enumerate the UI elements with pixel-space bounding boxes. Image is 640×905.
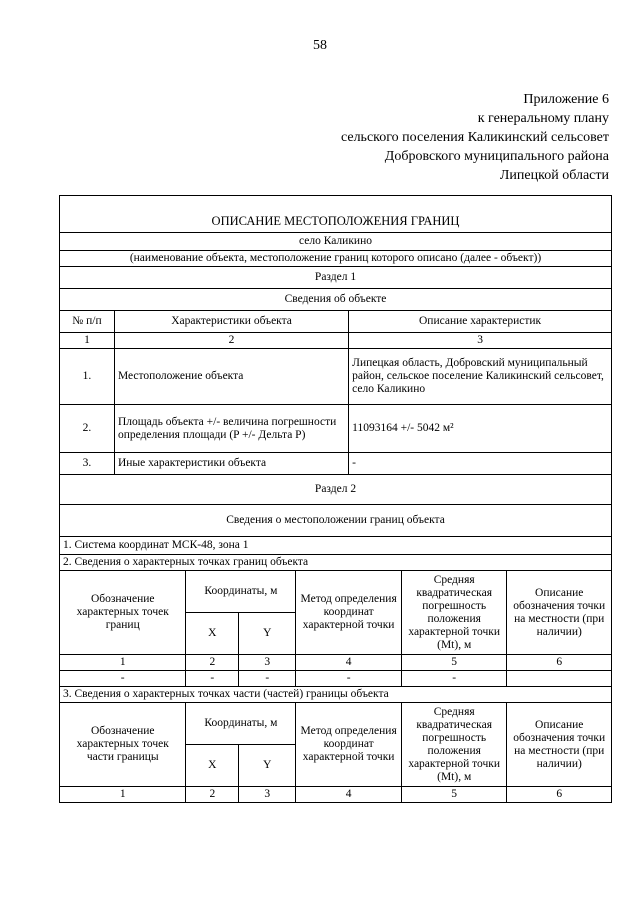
col-number: 5 — [401, 787, 507, 803]
col-number: 1 — [60, 787, 186, 803]
col-number: 4 — [296, 787, 402, 803]
header-y: Y — [239, 745, 296, 787]
header-coordinates: Координаты, м — [186, 703, 296, 745]
col-number: 2 — [114, 333, 348, 349]
point-cell — [507, 671, 612, 687]
row-number: 1. — [60, 349, 115, 405]
table-row — [60, 405, 612, 453]
doc-title: ОПИСАНИЕ МЕСТОПОЛОЖЕНИЯ ГРАНИЦ — [60, 196, 612, 233]
col-number: 3 — [239, 787, 296, 803]
row-characteristic: Иные характеристики объекта — [114, 453, 348, 475]
point-cell: - — [186, 671, 239, 687]
appendix-line: сельского поселения Каликинский сельсовет — [340, 130, 609, 145]
header-description: Описание характеристик — [349, 311, 612, 333]
appendix-line: Добровского муниципального района — [384, 149, 609, 164]
row-characteristic: Местоположение объекта — [114, 349, 348, 405]
row-number: 2. — [60, 405, 115, 453]
appendix-line: Приложение 6 — [523, 92, 609, 107]
col-number: 4 — [296, 655, 402, 671]
coord-system: 1. Система координат МСК-48, зона 1 — [60, 537, 612, 555]
header-coordinates: Координаты, м — [186, 571, 296, 613]
header-point-designation: Обозначение характерных точек границ — [60, 571, 186, 655]
table-row — [60, 671, 612, 687]
table-row — [60, 349, 612, 405]
row-characteristic: Площадь объекта +/- величина погрешности определения площади (P +/- Дельта P) — [114, 405, 348, 453]
col-number: 3 — [239, 655, 296, 671]
appendix-header — [341, 90, 609, 185]
section2-subtitle: Сведения о местоположении границ объекта — [60, 505, 612, 537]
appendix-line: к генеральному плану — [477, 111, 609, 126]
section1-title: Раздел 1 — [60, 267, 612, 289]
header-error: Средняя квадратическая погрешность положения характерной точки (Mt), м — [401, 571, 507, 655]
table-row — [60, 453, 612, 475]
header-error: Средняя квадратическая погрешность положения характерной точки (Mt), м — [401, 703, 507, 787]
section1-subtitle: Сведения об объекте — [60, 289, 612, 311]
points-title: 2. Сведения о характерных точках границ объекта — [60, 555, 612, 571]
header-x: X — [186, 745, 239, 787]
col-number: 2 — [186, 655, 239, 671]
header-part-designation: Обозначение характерных точек части границы — [60, 703, 186, 787]
header-characteristic: Характеристики объекта — [114, 311, 348, 333]
col-number: 5 — [401, 655, 507, 671]
appendix-line: Липецкой области — [499, 168, 609, 183]
header-part-description: Описание обозначения точки на местности (при наличии) — [507, 703, 612, 787]
row-description: - — [349, 453, 612, 475]
header-point-description: Описание обозначения точки на местности (при наличии) — [507, 571, 612, 655]
point-cell: - — [401, 671, 507, 687]
point-cell: - — [239, 671, 296, 687]
col-number: 6 — [507, 655, 612, 671]
header-x: X — [186, 613, 239, 655]
row-description: 11093164 +/- 5042 м² — [349, 405, 612, 453]
object-caption: (наименование объекта, местоположение границ которого описано (далее - объект)) — [60, 251, 612, 267]
col-number: 2 — [186, 787, 239, 803]
col-number: 1 — [60, 655, 186, 671]
section2-title: Раздел 2 — [60, 475, 612, 505]
header-method: Метод определения координат характерной точки — [296, 571, 402, 655]
boundary-description-table — [59, 195, 612, 803]
header-number: № п/п — [60, 311, 115, 333]
col-number: 3 — [349, 333, 612, 349]
row-number: 3. — [60, 453, 115, 475]
col-number: 6 — [507, 787, 612, 803]
parts-title: 3. Сведения о характерных точках части (частей) границы объекта — [60, 687, 612, 703]
header-method: Метод определения координат характерной точки — [296, 703, 402, 787]
header-y: Y — [239, 613, 296, 655]
point-cell: - — [60, 671, 186, 687]
point-cell: - — [296, 671, 402, 687]
col-number: 1 — [60, 333, 115, 349]
object-name: село Каликино — [60, 233, 612, 251]
row-description: Липецкая область, Добровский муниципальный район, сельское поселение Каликинский сельсовет, село Каликино — [349, 349, 612, 405]
page-number: 58 — [313, 38, 327, 53]
